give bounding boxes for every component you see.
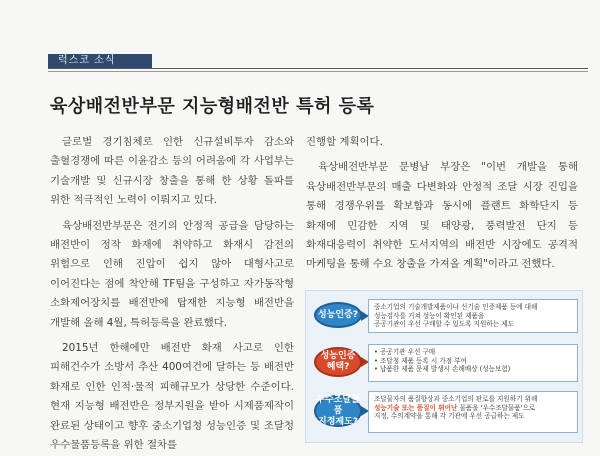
left-column [50, 133, 294, 456]
panel-accent-text: 성능기술 또는 품질이 뛰어난 [374, 403, 458, 412]
badge-cert-benefits: 성능인증 혜택? [314, 347, 362, 377]
section-tag: 럭스코 소식 [48, 54, 152, 68]
panel-text: 물품을 '우수조달물품'으로 [459, 403, 536, 412]
panel-line: 조달물자의 품질향상과 중소기업의 판로를 지원하기 위해 [374, 395, 538, 403]
panel-bullet: • 조달청 제품 등록 시 가점 부여 [374, 357, 572, 366]
panel-performance-cert [368, 299, 578, 333]
panel-line: 지정, 수의계약을 통해 각 기관에 우선 공급하는 제도 [374, 412, 525, 421]
article-title: 육상배전반부문 지능형배전반 특허 등록 [50, 96, 375, 117]
panel-line: 성능검사를 거쳐 성능이 확인된 제품을 [374, 311, 485, 320]
panel-cert-benefits [368, 344, 578, 382]
header-rule [48, 68, 588, 69]
paragraph-continuation: 진행할 계획이다. [306, 136, 383, 148]
paragraph: 2015년 한해에만 배전반 화재 사고로 인한 피해건수가 소방서 추산 400여건에 달하는 등 배전반 화재로 인한 인적·물적 피해규모가 상당한 수준이다. 현재 지능형 배전반은 정부지원을 받아 시제품제작이 완료된 상태이고 향후 중소기업청 성능인증 및 조달청 우수물품등록을 위한 절차를 [50, 342, 294, 452]
panel-excellent-procurement [368, 391, 578, 433]
badge-excellent-procurement: 우수조달물품 지정제도? [314, 395, 362, 427]
panel-bullet: • 납품한 제품 문제 발생시 손해배상 (성능보험) [374, 365, 572, 374]
header-rule-thin [48, 71, 588, 72]
panel-line [374, 404, 572, 413]
badge-performance-cert: 성능인증? [314, 302, 362, 328]
panel-line: 중소기업의 기술개발제품이나 신기술 인증제품 등에 대해 [374, 303, 538, 311]
panel-line: 공공기관이 우선 구매할 수 있도록 지원하는 제도 [374, 320, 514, 329]
paragraph: 육상배전반부문은 전기의 안정적 공급을 담당하는 배전반이 정작 화재에 취약하고 화재시 감전의 위험으로 인해 진압이 쉽지 않아 대형사고로 이어진다는 점에 착안해 TF팀을 구성하고 자가동작형 소화제어장치를 배전반에 탑재한 지능형 배전반을 개발해 올해 4월, 특허등록을 완료했다. [50, 219, 294, 329]
paragraph: 육상배전반부문 문병남 부장은 "이번 개발을 통해 육상배전반부문의 매출 다변화와 안정적 조달 시장 진입을 통해 경쟁우위를 확보함과 동시에 플랜트 화학단지 등 화재에 민감한 지역 및 태양광, 풍력발전 단지 등 화재대응력이 취약한 도서지역의 배전반 시장에도 공격적 마케팅을 통해 수요 창출을 가져올 계획"이라고 전했다. [306, 161, 578, 271]
paragraph: 글로벌 경기침체로 인한 신규설비투자 감소와 출혈경쟁에 따른 이윤감소 등의 어려움에 각 사업부는 기술개발 및 신규시장 창출을 통해 한 상황 돌파를 위한 적극적인 노력이 이뤄지고 있다. [50, 136, 294, 207]
infographic-box [305, 290, 583, 443]
panel-bullet: • 공공기관 우선 구매 [374, 348, 572, 357]
right-column [306, 133, 578, 275]
